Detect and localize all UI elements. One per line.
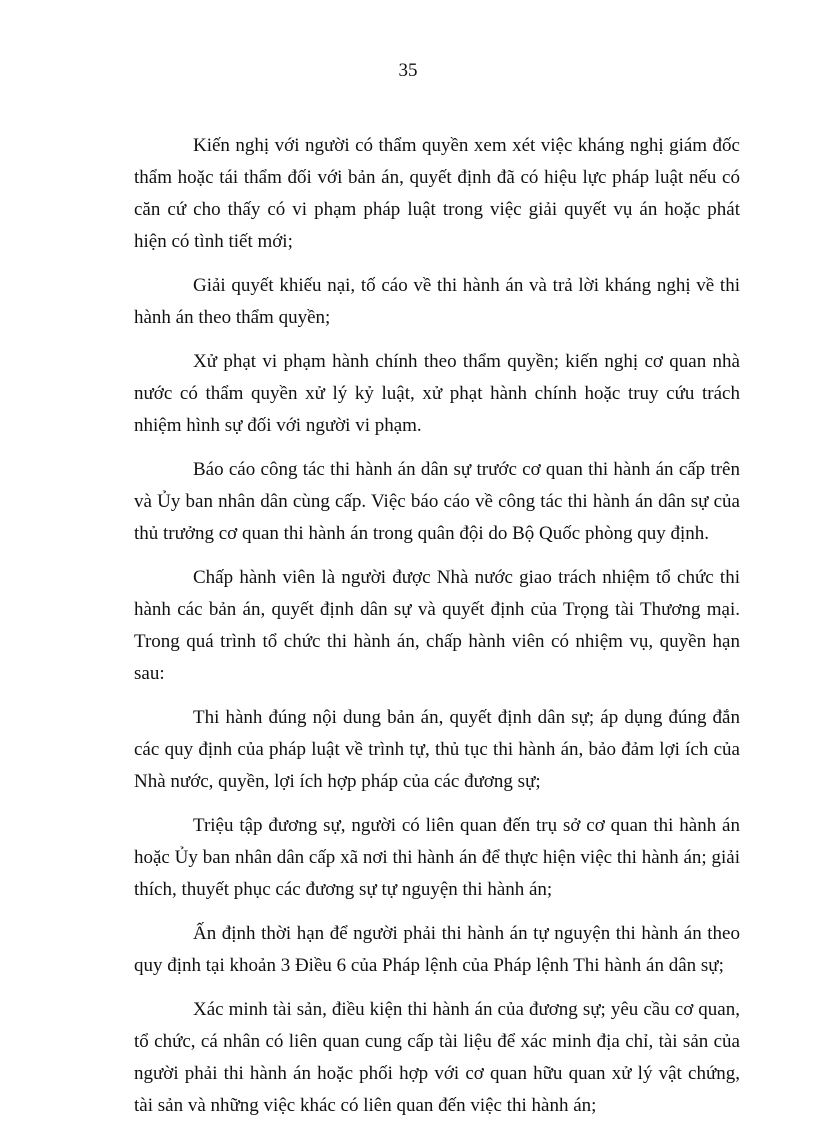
paragraph-set-deadline: Ấn định thời hạn để người phải thi hành án tự nguyện thi hành án theo quy định tại khoản 3 Điều 6 của Pháp lệnh của Pháp lệnh Thi hành án dân sự; (134, 923, 740, 976)
paragraph-recommend-review: Kiến nghị với người có thẩm quyền xem xét việc kháng nghị giám đốc thẩm hoặc tái thẩm đối với bản án, quyết định đã có hiệu lực pháp luật nếu có căn cứ cho thấy có vi phạm pháp luật trong việc giải quyết vụ án hoặc phát hiện có tình tiết mới; (134, 135, 740, 252)
page-number: 35 (398, 60, 418, 81)
paragraph-complaints: Giải quyết khiếu nại, tố cáo về thi hành án và trả lời kháng nghị về thi hành án theo thẩm quyền; (134, 275, 740, 328)
paragraph-enforcement-officer: Chấp hành viên là người được Nhà nước giao trách nhiệm tổ chức thi hành các bản án, quyết định dân sự và quyết định của Trọng tài Thương mại. Trong quá trình tổ chức thi hành án, chấp hành viên có nhiệm vụ, quyền hạn sau: (134, 567, 740, 684)
paragraph-execute-judgment: Thi hành đúng nội dung bản án, quyết định dân sự; áp dụng đúng đắn các quy định của pháp luật về trình tự, thủ tục thi hành án, bảo đảm lợi ích của Nhà nước, quyền, lợi ích hợp pháp của các đương sự; (134, 707, 740, 792)
paragraph-administrative-sanctions: Xử phạt vi phạm hành chính theo thẩm quyền; kiến nghị cơ quan nhà nước có thẩm quyền xử lý kỷ luật, xử phạt hành chính hoặc truy cứu trách nhiệm hình sự đối với người vi phạm. (134, 351, 740, 436)
paragraph-reporting: Báo cáo công tác thi hành án dân sự trước cơ quan thi hành án cấp trên và Ủy ban nhân dân cùng cấp. Việc báo cáo về công tác thi hành án dân sự của thủ trưởng cơ quan thi hành án trong quân đội do Bộ Quốc phòng quy định. (134, 459, 740, 544)
body-text (134, 130, 740, 1134)
paragraph-summon-parties: Triệu tập đương sự, người có liên quan đến trụ sở cơ quan thi hành án hoặc Ủy ban nhân dân cấp xã nơi thi hành án để thực hiện việc thi hành án; giải thích, thuyết phục các đương sự tự nguyện thi hành án; (134, 815, 740, 900)
paragraph-verify-assets: Xác minh tài sản, điều kiện thi hành án của đương sự; yêu cầu cơ quan, tổ chức, cá nhân có liên quan cung cấp tài liệu để xác minh địa chỉ, tài sản của người phải thi hành án hoặc phối hợp với cơ quan hữu quan xử lý vật chứng, tài sản và những việc khác có liên quan đến việc thi hành án; (134, 999, 740, 1116)
